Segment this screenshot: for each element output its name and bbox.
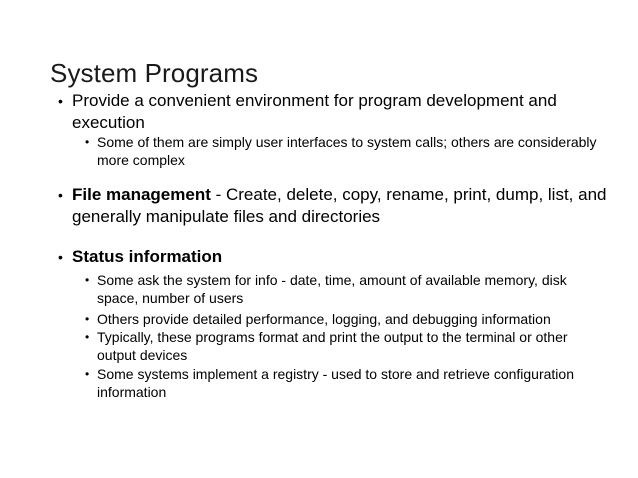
bullet-dot-icon: • (85, 273, 90, 287)
bullet-item-level2 (85, 310, 597, 328)
bullet-dot-icon: • (85, 312, 90, 326)
bullet-item-level2 (85, 271, 597, 307)
bullet-item-level2 (85, 133, 597, 169)
bullet-text: - Create, delete, copy, rename, print, dump, list, and generally manipulate files and directories (72, 185, 607, 226)
bullet-text: Some of them are simply user interfaces to system calls; others are considerably more complex (97, 134, 597, 168)
bullet-dot-icon: • (58, 249, 63, 265)
bullet-dot-icon: • (58, 93, 63, 109)
bullet-text: Some ask the system for info - date, time, amount of available memory, disk space, number of users (97, 272, 567, 306)
bullet-item-level1 (58, 90, 612, 134)
bullet-bold-text: Status information (72, 247, 223, 266)
bullet-dot-icon: • (85, 330, 90, 344)
slide-title: System Programs (50, 58, 259, 88)
bullet-dot-icon: • (85, 367, 90, 381)
bullet-bold-text: File management (72, 185, 211, 204)
bullet-item-level2 (85, 328, 597, 364)
bullet-text: Some systems implement a registry - used to store and retrieve configuration information (97, 366, 574, 400)
bullet-dot-icon: • (85, 135, 90, 149)
bullet-dot-icon: • (58, 187, 63, 203)
bullet-item-level1 (58, 246, 612, 268)
bullet-text: Typically, these programs format and print the output to the terminal or other output devices (97, 329, 568, 363)
bullet-item-level1 (58, 184, 612, 228)
bullet-item-level2 (85, 365, 597, 401)
bullet-text: Others provide detailed performance, logging, and debugging information (97, 311, 551, 327)
bullet-text: Provide a convenient environment for program development and execution (72, 91, 557, 132)
